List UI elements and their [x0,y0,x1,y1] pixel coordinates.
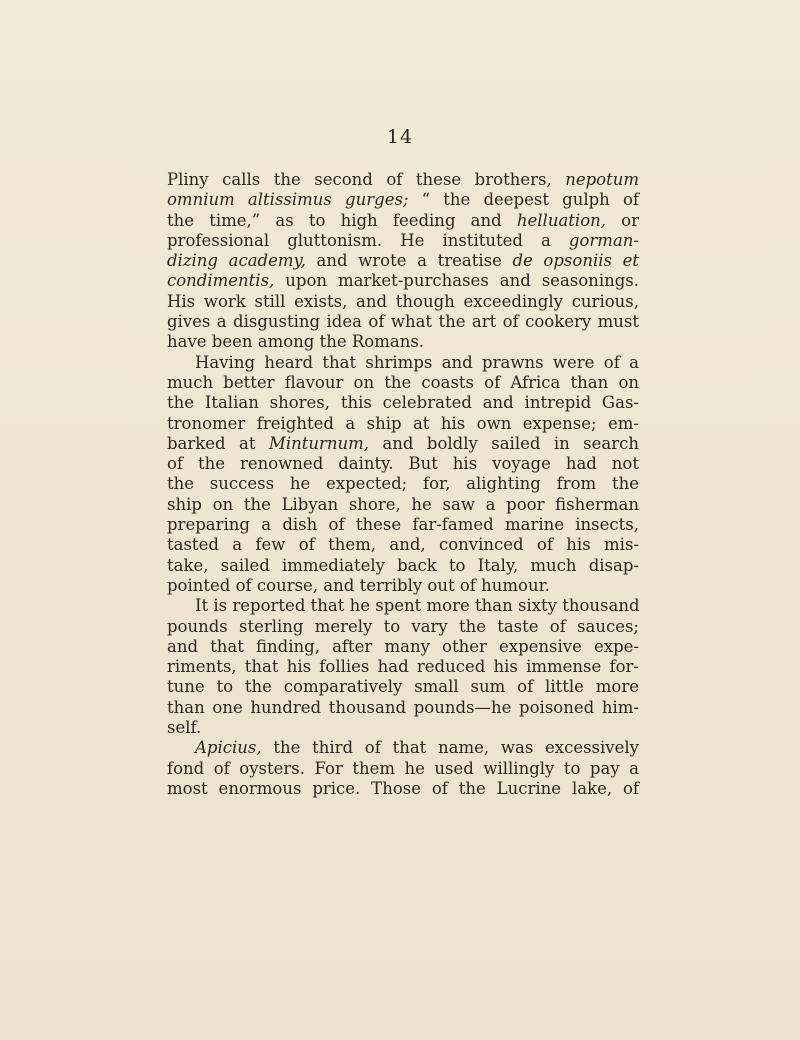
text-run: His work still exists, and though exceedingly curious, [167,291,639,311]
text-line [167,332,639,352]
text-line [167,759,639,779]
italic-text: nepotum [565,170,639,189]
text-line [167,211,639,231]
text-run: most enormous price. Those of the Lucrine lake, of [167,778,639,798]
italic-text: condimentis, [167,271,275,291]
text-line [167,617,639,637]
text-run: tronomer freighted a ship at his own expense; em- [167,413,639,433]
text-line [167,535,639,555]
text-line [167,251,639,271]
text-run: the success he expected; for, alighting from the [167,474,639,494]
text-run: tasted a few of them, and, convinced of his mis- [167,535,639,555]
text-line [167,515,639,535]
text-run: the time,” as to high feeding and [167,210,517,230]
italic-text: Apicius, [195,738,262,758]
italic-text: dizing academy, [167,251,306,271]
text-run: than one hundred thousand pounds—he poisoned him- [167,697,639,717]
text-run: or [606,210,639,230]
text-run: and that finding, after many other expensive expe- [167,636,639,656]
text-line [167,495,639,515]
text-run: and wrote a treatise [305,251,513,271]
text-run: and boldly sailed in search [369,433,639,453]
italic-text: helluation, [516,210,606,230]
text-run: the Italian shores, this celebrated and intrepid Gas- [167,393,639,413]
text-run: take, sailed immediately back to Italy, much disap- [167,555,639,575]
text-run: gives a disgusting idea of what the art of cookery must [167,312,639,332]
text-run: pounds sterling merely to vary the taste of sauces; [167,616,639,636]
text-run: upon market-purchases and seasonings. [274,271,639,291]
text-run: Pliny calls the second of these brothers, [167,170,566,189]
text-line [167,271,639,291]
text-line [167,779,639,799]
text-line [167,677,639,697]
text-line [167,576,639,596]
text-run: of the renowned dainty. But his voyage had not [167,454,639,474]
text-run: much better flavour on the coasts of Africa than on [167,372,639,392]
text-line [167,596,639,616]
text-run: riments, that his follies had reduced his immense for- [167,657,639,677]
italic-text: omnium altissimus gurges; [167,190,409,210]
text-run: ship on the Libyan shore, he saw a poor fisherman [167,494,639,514]
italic-text: Minturnum, [268,433,370,453]
body-text [167,170,639,799]
text-line [167,231,639,251]
text-line [167,393,639,413]
text-run: professional gluttonism. He instituted a [167,230,569,250]
text-line [167,170,639,190]
text-run: tune to the comparatively small sum of little more [167,677,639,697]
text-line [167,190,639,210]
text-run: It is reported that he spent more than sixty thousand [195,596,640,616]
text-line [167,738,639,758]
text-line [167,556,639,576]
text-line [167,292,639,312]
text-line [167,312,639,332]
text-line [167,698,639,718]
text-run: have been among the Romans. [167,332,425,352]
text-line [167,414,639,434]
text-line [167,474,639,494]
text-line [167,353,639,373]
text-line [167,373,639,393]
text-run: self. [167,718,202,738]
text-line [167,454,639,474]
text-line [167,434,639,454]
text-run: the third of that name, was excessively [261,738,639,758]
italic-text: de opsoniis et [512,251,639,271]
page-number: 14 [386,126,414,148]
text-run: barked at [167,433,269,453]
text-line [167,637,639,657]
text-line [167,718,639,738]
text-run: preparing a dish of these far-famed marine insects, [167,515,639,535]
text-run: pointed of course, and terribly out of humour. [167,575,550,595]
italic-text: gorman- [568,230,639,250]
text-run: fond of oysters. For them he used willingly to pay a [167,758,639,778]
text-run: Having heard that shrimps and prawns were of a [195,352,639,372]
text-line [167,657,639,677]
text-run: “ the deepest gulph of [408,190,639,210]
